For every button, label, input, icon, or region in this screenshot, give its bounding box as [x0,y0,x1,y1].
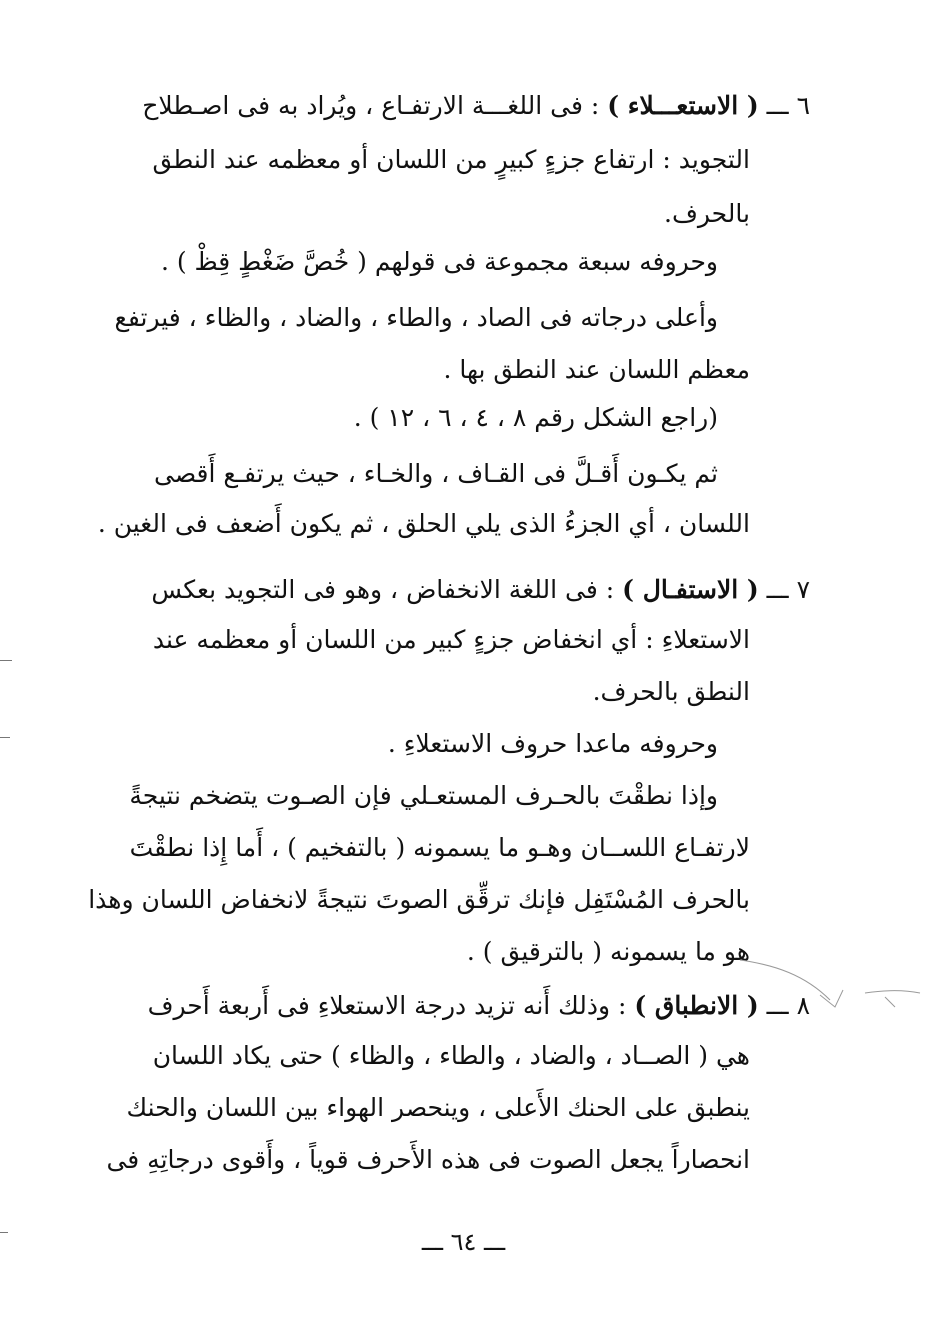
section-6-text: : فى اللغـــة الارتفـاع ، ويُراد به فى اصـطلاح [142,91,600,120]
page-number: ـــ ٦٤ ـــ [421,1228,506,1256]
section-6-line-9: اللسان ، أي الجزءُ الذى يلي الحلق ، ثم يكون أَضعف فى الغين . [97,509,750,538]
section-6-line-4: وحروفه سبعة مجموعة فى قولهم ( خُصَّ ضَغْطٍ قِظْ ) . [160,247,718,276]
section-8-line-2: هي ( الصــاد ، والضاد ، والطاء ، والظاء ) حتى يكاد اللسان [152,1041,750,1070]
section-6-line-5: وأعلى درجاته فى الصاد ، والطاء ، والضاد ، والظاء ، فيرتفع [114,303,718,332]
section-7-line-2: الاستعلاءِ : أي انخفاض جزءٍ كبير من اللسان أو معظمه عند [152,625,750,654]
section-6-line-6: معظم اللسان عند النطق بها . [443,355,750,384]
section-6-number: ٦ ـــ [766,91,810,120]
section-8-line-4: انحصاراً يجعل الصوت فى هذه الأَحرف قوياً ، وأَقوى درجاتِهِ فى [106,1145,750,1174]
section-8-line-1 [118,986,810,1026]
section-7-term: ( الاستفـال ) [622,575,759,604]
section-7-line-1 [118,570,810,610]
section-8-number: ٨ ـــ [766,991,810,1020]
section-8-line-3: ينطبق على الحنك الأَعلى ، وينحصر الهواء بين اللسان والحنك [126,1093,750,1122]
section-8-term: ( الانطباق ) [634,991,759,1020]
section-7-text: : فى اللغة الانخفاض ، وهو فى التجويد بعكس [151,575,615,604]
section-6-line-2: التجويد : ارتفاع جزءٍ كبيرٍ من اللسان أو معظمه عند النطق [152,145,750,174]
margin-mark [0,660,12,661]
section-6-line-8: ثم يكـون أَقـلَّ فى القـاف ، والخـاء ، حيث يرتفـع أَقصى [154,459,718,488]
pencil-scribble-mark [735,945,925,1025]
margin-mark [0,1232,8,1233]
section-7-line-4: وحروفه ماعدا حروف الاستعلاءِ . [387,729,718,758]
section-7-line-5: وإذا نطقْتَ بالحـرف المستعـلي فإن الصـوت يتضخم نتيجةً [129,781,718,810]
margin-mark [0,737,10,738]
section-7-line-8: هو ما يسمونه ( بالترقيق ) . [466,937,750,966]
section-6-line-3: بالحرف. [664,199,750,228]
section-7-number: ٧ ـــ [766,575,810,604]
section-6-term: ( الاستعـــلاء ) [607,91,759,120]
section-7-line-6: لارتفـاع اللســان وهـو ما يسمونه ( بالتفخيم ) ، أَما إِذا نطقْتَ [129,833,750,862]
section-6-line-1 [118,86,810,126]
section-7-line-3: النطق بالحرف. [592,677,750,706]
section-8-text: : وذلك أَنه تزيد درجة الاستعلاءِ فى أَربعة أَحرف [147,991,627,1020]
section-6-line-7: (راجع الشكل رقم ٨ ، ٤ ، ٦ ، ١٢ ) . [353,403,718,432]
section-7-line-7: بالحرف المُسْتَفِل فإنك ترقِّق الصوتَ نتيجةً لانخفاض اللسان وهذا [88,885,750,914]
